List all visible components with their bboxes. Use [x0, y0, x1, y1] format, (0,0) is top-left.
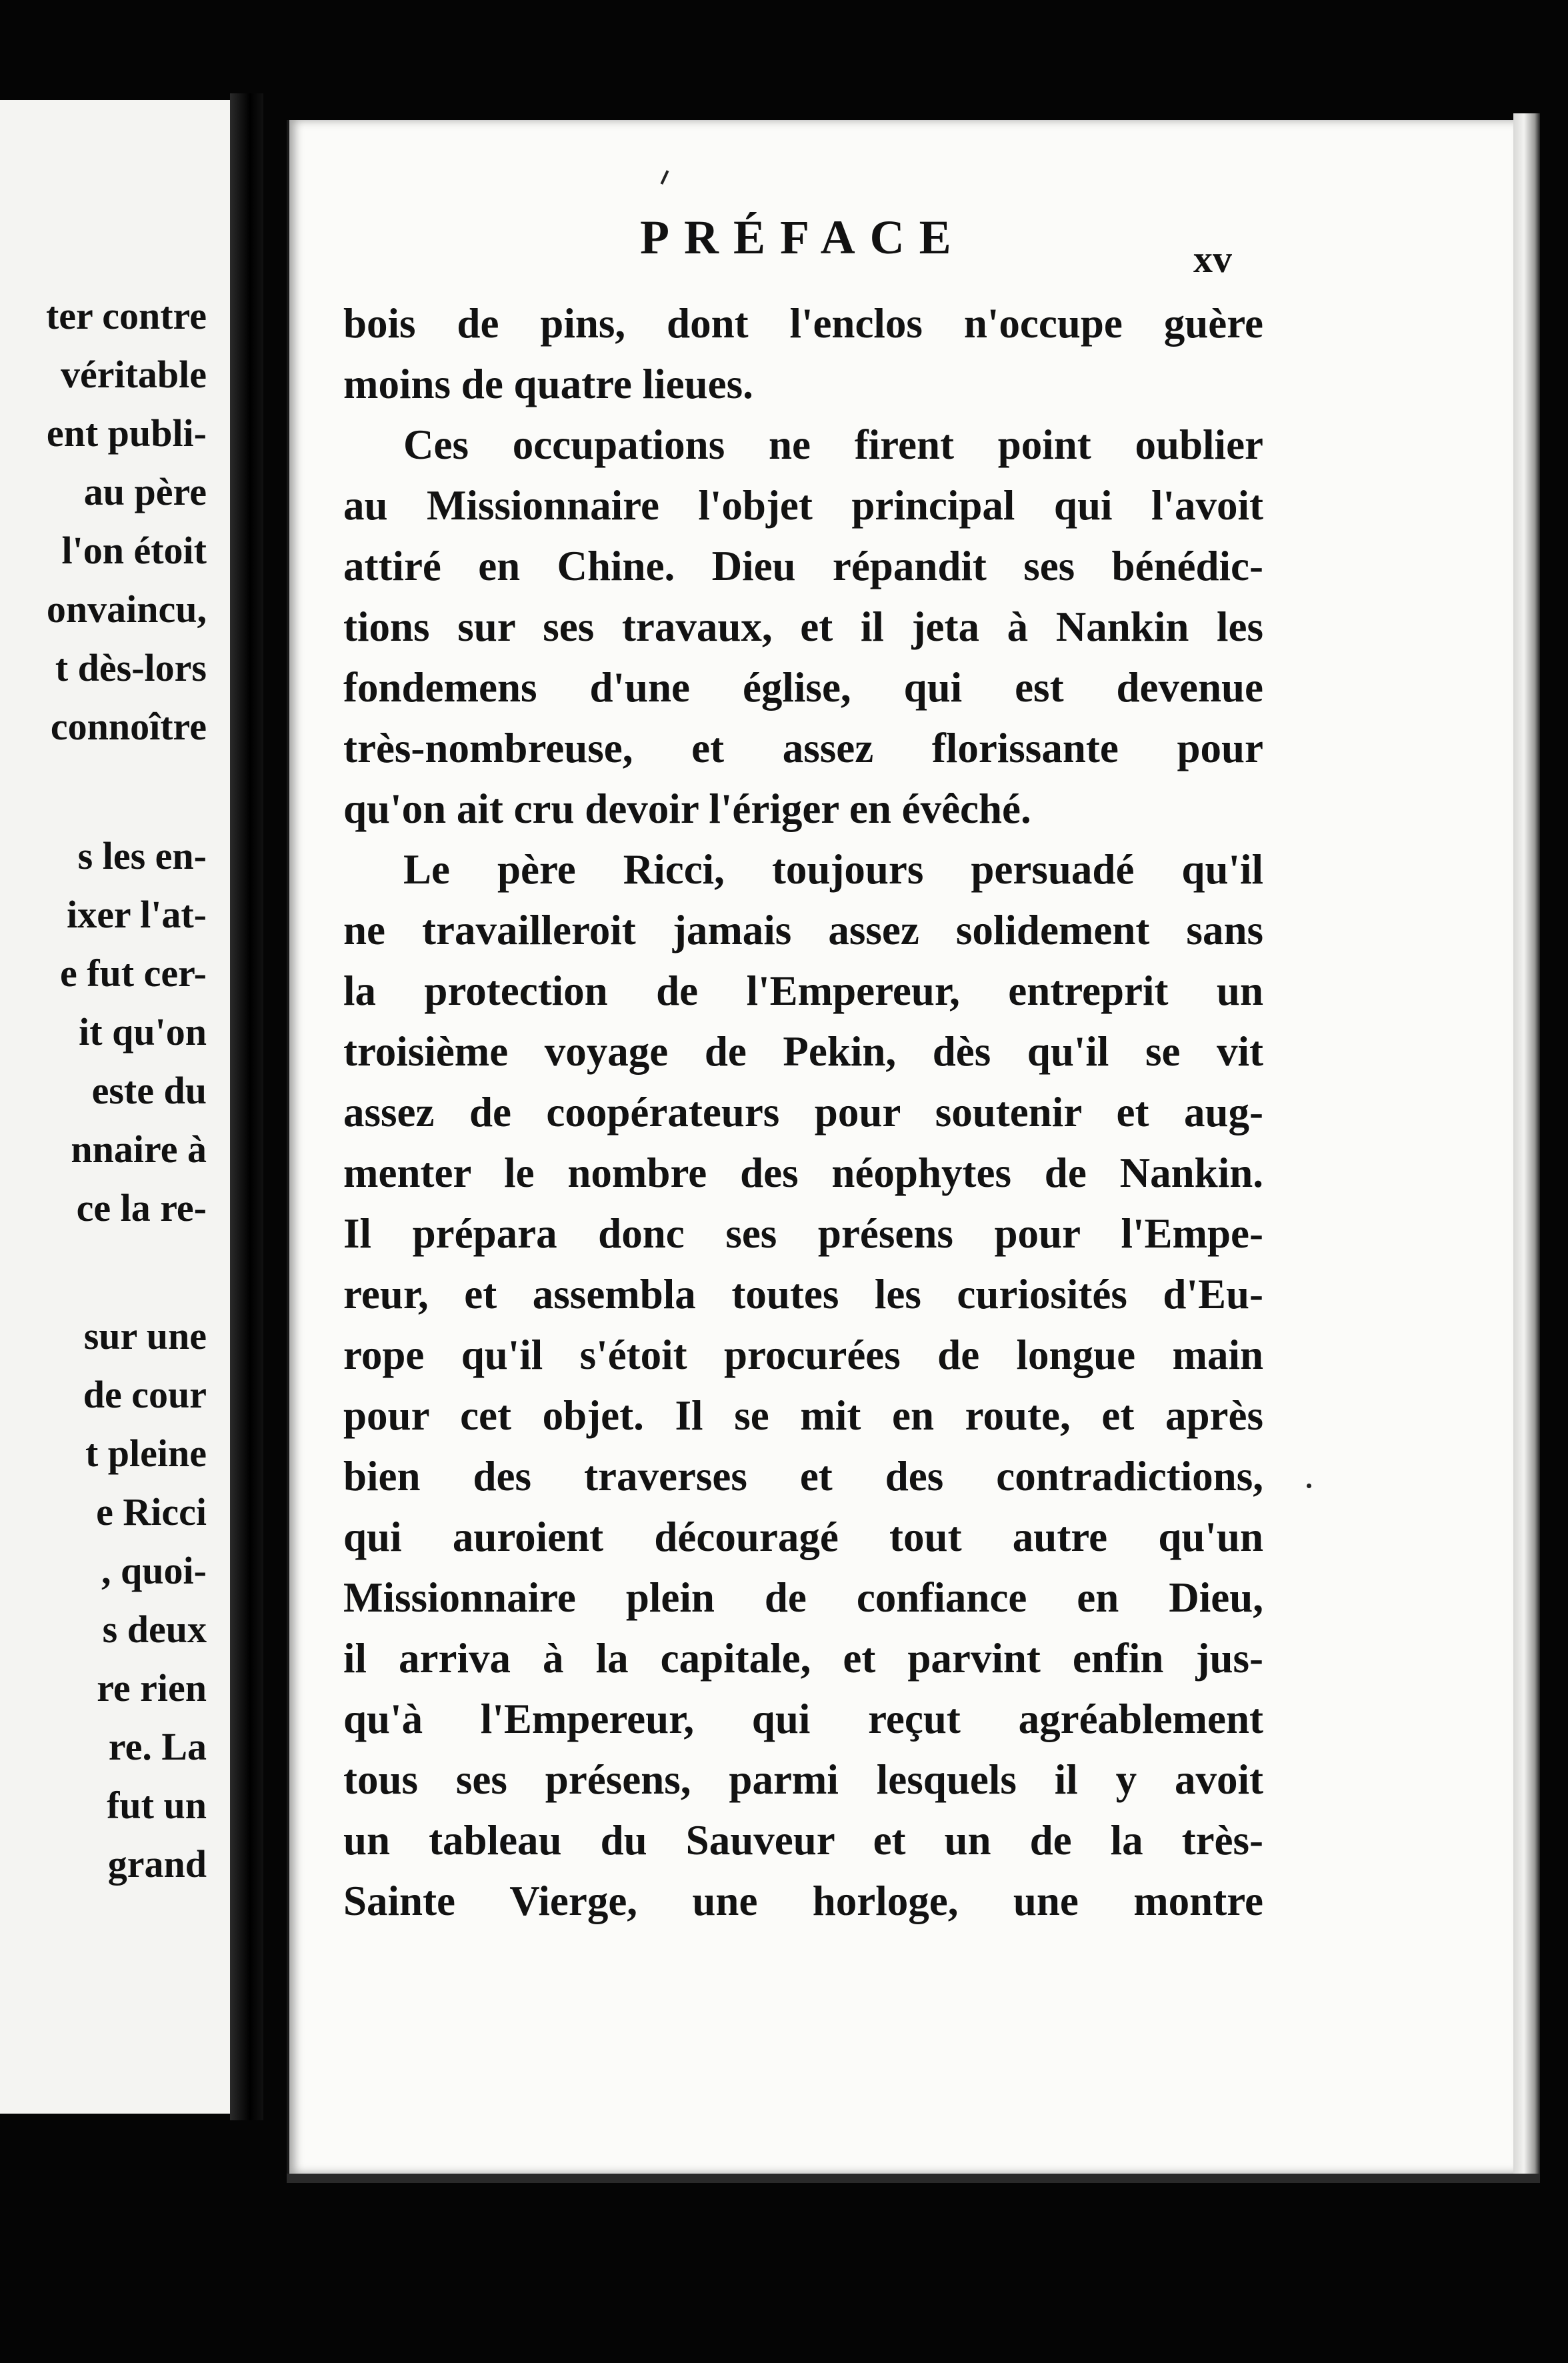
text-line: Sainte Vierge, une horloge, une montre	[343, 1878, 1263, 1924]
text-line: troisième voyage de Pekin, dès qu'il se vit	[343, 1028, 1263, 1075]
text-line: qu'on ait cru devoir l'ériger en évêché.	[343, 785, 1031, 832]
facing-page-line: s les en-	[77, 834, 207, 877]
text-line: moins de quatre lieues.	[343, 361, 753, 407]
text-line: tions sur ses travaux, et il jeta à Nankin les	[343, 603, 1263, 650]
facing-page-line: au père	[83, 470, 207, 513]
facing-page-line: e Ricci	[96, 1490, 207, 1534]
facing-page-line: fut un	[107, 1784, 207, 1827]
text-line: menter le nombre des néophytes de Nankin.	[343, 1149, 1263, 1196]
facing-page-line: ent publi-	[46, 411, 207, 455]
facing-page-line: onvaincu,	[46, 587, 207, 631]
text-line: assez de coopérateurs pour soutenir et aug-	[343, 1089, 1263, 1135]
text-line: au Missionnaire l'objet principal qui l'avoit	[343, 482, 1263, 529]
facing-page-line: it qu'on	[79, 1010, 207, 1053]
text-line: fondemens d'une église, qui est devenue	[343, 664, 1263, 711]
text-line: il arriva à la capitale, et parvint enfin jus-	[343, 1635, 1263, 1682]
facing-page-line: ce la re-	[76, 1186, 207, 1230]
text-line: très-nombreuse, et assez florissante pour	[343, 725, 1263, 771]
text-line: tous ses présens, parmi lesquels il y avoit	[343, 1756, 1263, 1803]
facing-page-line: ter contre	[45, 294, 207, 337]
stray-mark	[1307, 1484, 1311, 1488]
text-line: pour cet objet. Il se mit en route, et après	[343, 1392, 1263, 1439]
text-line: ne travailleroit jamais assez solidement sans	[343, 907, 1263, 953]
text-line: la protection de l'Empereur, entreprit un	[343, 967, 1263, 1014]
page-edge	[1513, 113, 1540, 2180]
text-line: bien des traverses et des contradictions,	[343, 1453, 1263, 1500]
facing-page-line: nnaire à	[71, 1127, 207, 1171]
facing-page-line: , quoi-	[101, 1549, 207, 1592]
text-line: attiré en Chine. Dieu répandit ses bénédic-	[343, 543, 1263, 589]
text-line: Ces occupations ne firent point oublier	[403, 421, 1263, 468]
body-text	[343, 293, 1263, 1932]
text-line: qui auroient découragé tout autre qu'un	[343, 1514, 1263, 1560]
text-line: rope qu'il s'étoit procurées de longue main	[343, 1332, 1263, 1378]
facing-page-line: s deux	[102, 1608, 207, 1651]
facing-page-line: re. La	[108, 1725, 207, 1768]
facing-page-line: t pleine	[85, 1432, 207, 1475]
text-line: qu'à l'Empereur, qui reçut agréablement	[343, 1696, 1263, 1742]
text-line: reur, et assembla toutes les curiosités d'Eu-	[343, 1271, 1263, 1318]
page-number: xv	[1193, 237, 1232, 281]
facing-page-line: e fut cer-	[59, 951, 207, 995]
gutter-shadow	[230, 93, 263, 2120]
running-head: PRÉFACE	[640, 211, 966, 264]
text-line: un tableau du Sauveur et un de la très-	[343, 1817, 1263, 1864]
facing-page-line: ixer l'at-	[67, 893, 207, 936]
facing-page-line: t dès-lors	[55, 646, 207, 689]
facing-page	[0, 100, 230, 2114]
text-line: bois de pins, dont l'enclos n'occupe guère	[343, 300, 1263, 347]
facing-page-line: grand	[107, 1842, 207, 1886]
facing-page-line: re rien	[97, 1666, 207, 1710]
facing-page-line: l'on étoit	[61, 529, 207, 572]
page-bottom-edge	[287, 2174, 1540, 2183]
text-line: Le père Ricci, toujours persuadé qu'il	[403, 846, 1263, 893]
facing-page-line: véritable	[60, 353, 207, 396]
facing-page-line: connoître	[50, 705, 207, 748]
facing-page-line: este du	[91, 1069, 207, 1112]
facing-page-line: sur une	[83, 1314, 207, 1358]
text-line: Il prépara donc ses présens pour l'Empe-	[343, 1210, 1263, 1257]
facing-page-line: de cour	[83, 1373, 207, 1416]
text-line: Missionnaire plein de confiance en Dieu,	[343, 1574, 1263, 1621]
